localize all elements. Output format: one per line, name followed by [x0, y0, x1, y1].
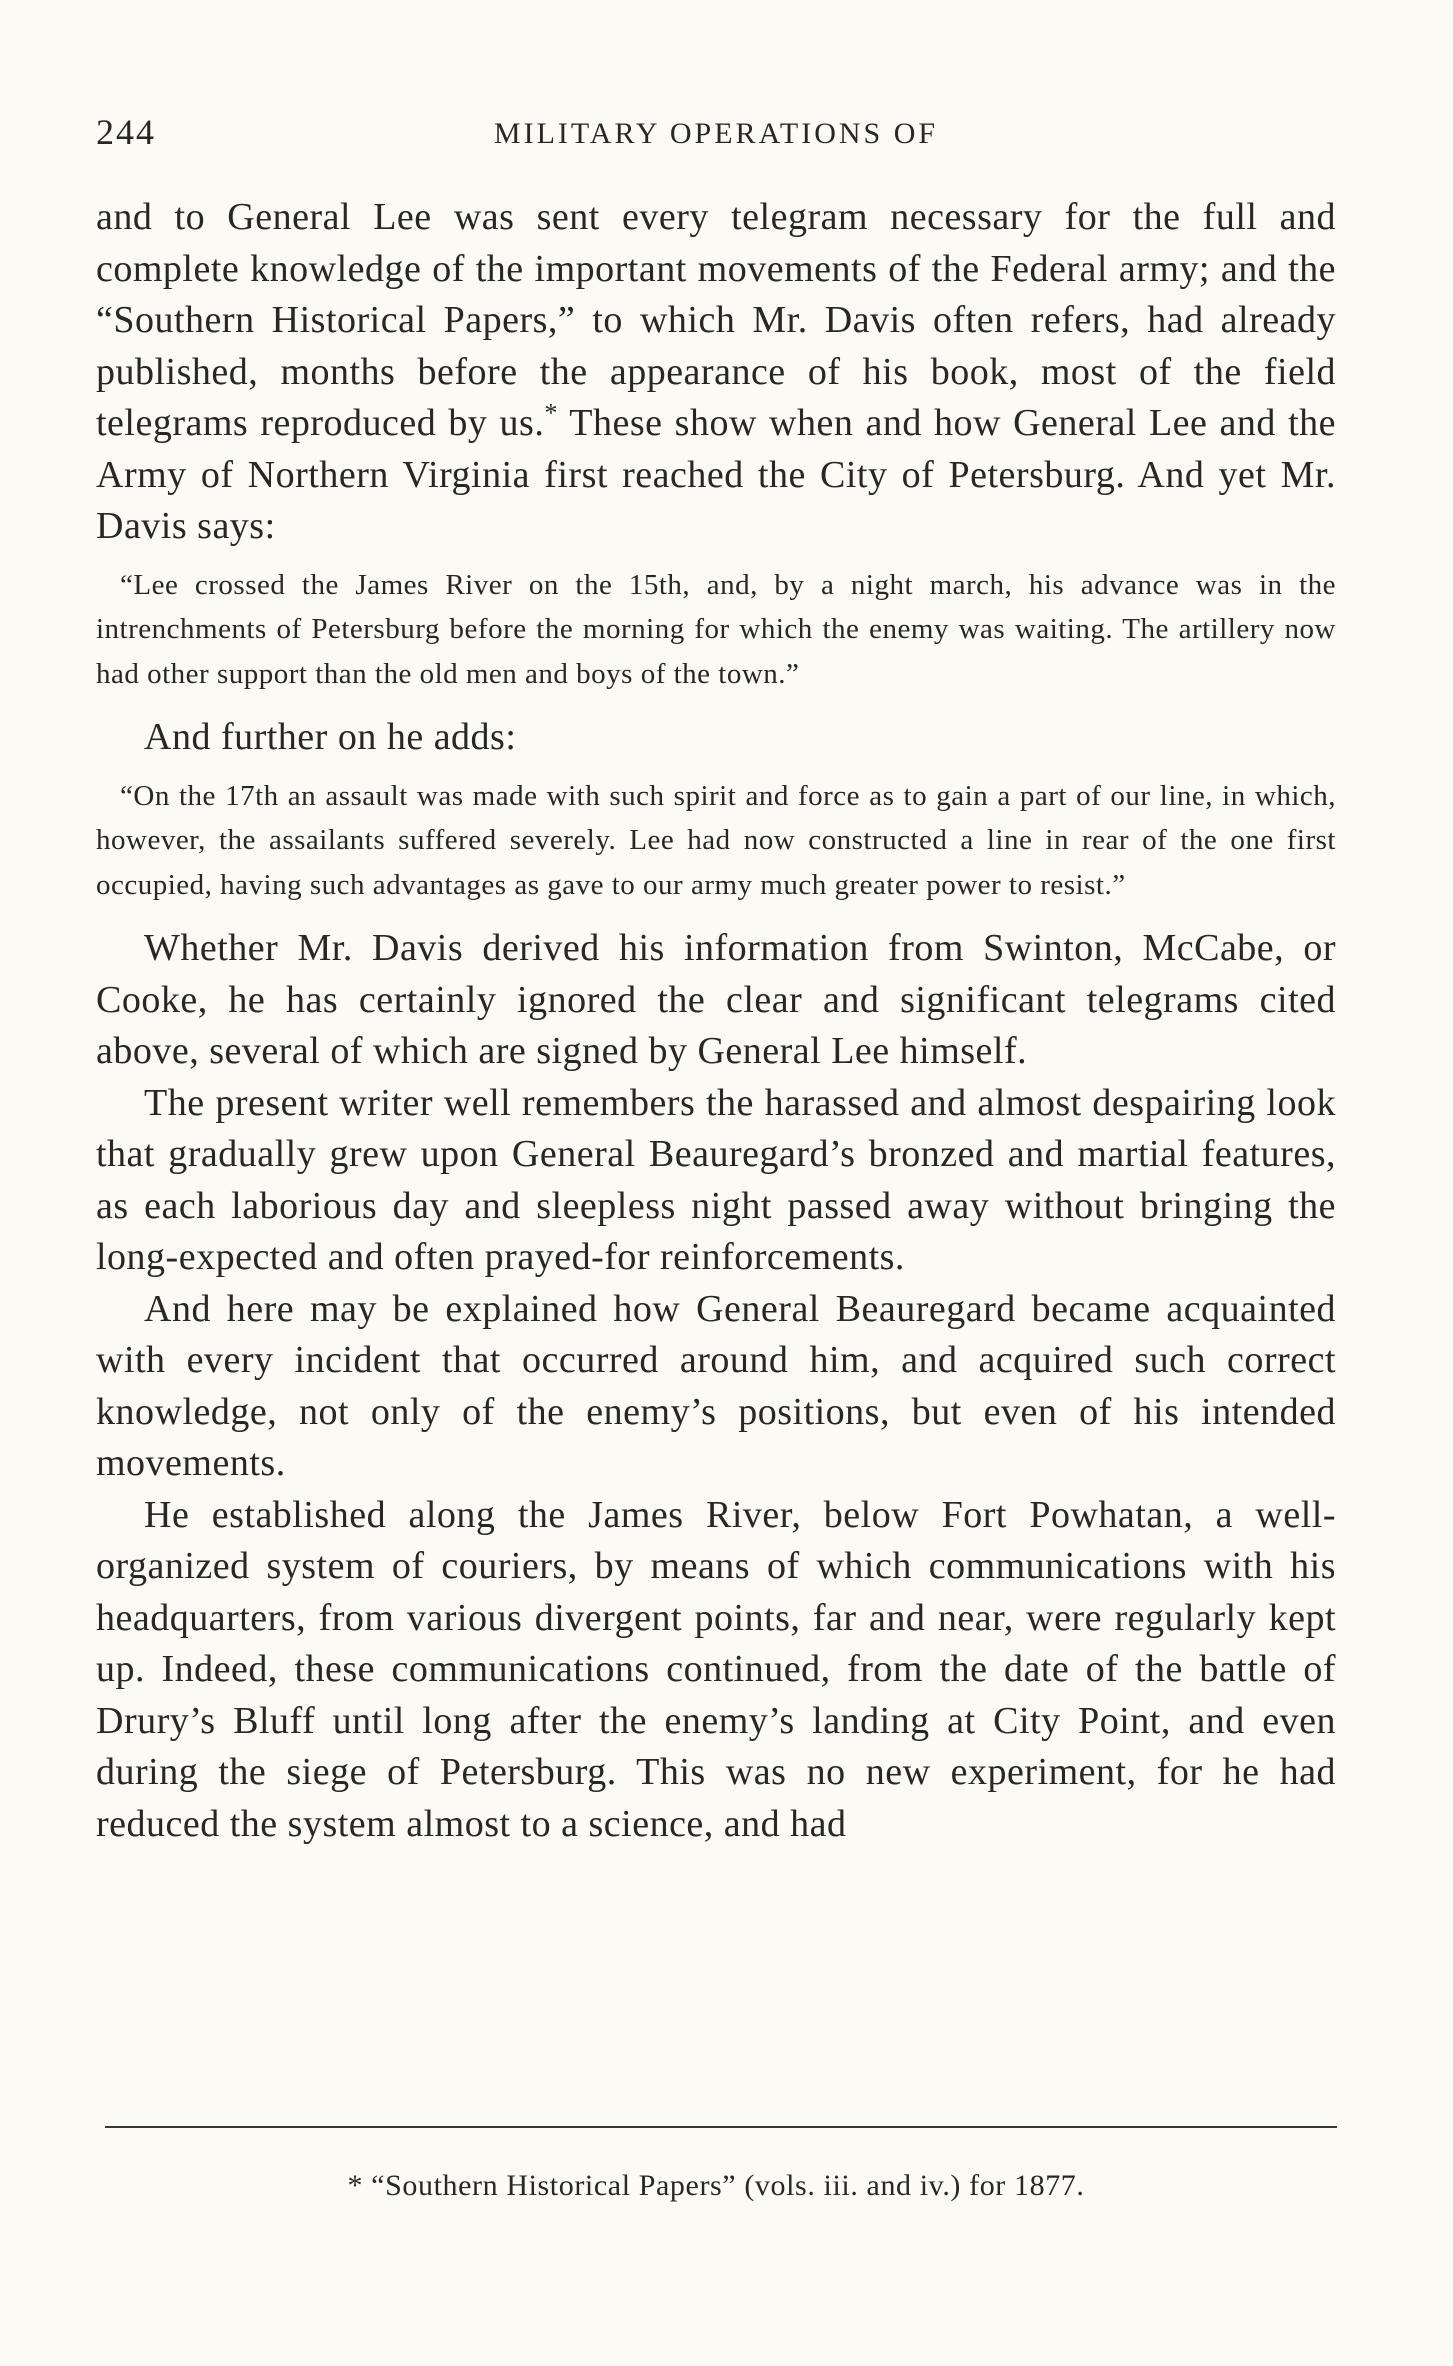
paragraph-6: He established along the James River, below Fort Powhatan, a well-organized system of couriers, by means of which communications with his headquarters, from various divergent points, far and near, were regularly kept up. Indeed, these communications continued, from the date of the battle of Drury’s Bluff until long after the enemy’s landing at City Point, and even during the siege of Petersburg. This was no new experiment, for he had reduced the system almost to a science, and had — [96, 1493, 1336, 1845]
block-quote-2: “On the 17th an assault was made with such spirit and force as to gain a part of our line, in which, however, the assailants suffered severely. Lee had now constructed a line in rear of the one first occupied, having such advantages as gave to our army much greater power to resist.” — [96, 779, 1336, 901]
paragraph-5: And here may be explained how General Beauregard became acquainted with every incident that occurred around him, and acquired such correct knowledge, not only of the enemy’s positions, but even of his intended movements. — [96, 1287, 1336, 1484]
paragraph-2: And further on he adds: — [144, 716, 517, 758]
footnote-reference: * — [544, 398, 558, 428]
body-text — [96, 192, 1336, 1850]
paragraph-1 — [96, 192, 1336, 553]
paragraph-4: The present writer well remembers the harassed and almost despairing look that gradually grew upon General Beauregard’s bronzed and martial features, as each laborious day and sleepless night passed away without bringing the long-expected and often prayed-for reinforcements. — [96, 1081, 1336, 1278]
running-title: MILITARY OPERATIONS OF — [493, 117, 939, 150]
footnote: * “Southern Historical Papers” (vols. iii. and iv.) for 1877. — [347, 2169, 1085, 2202]
paragraph-3: Whether Mr. Davis derived his information from Swinton, McCabe, or Cooke, he has certainly ignored the clear and significant telegrams cited above, several of which are signed by General Lee himself. — [96, 927, 1336, 1072]
paragraph-1-text: and to General Lee was sent every telegram necessary for the full and complete knowledge of the important movements of the Federal army; and the “Southern Historical Papers,” to which Mr. Davis often refers, had already published, months before the appearance of his book, most of the field telegrams reproduced by us. — [96, 196, 1336, 444]
footnote-divider — [105, 2126, 1337, 2128]
block-quote-1: “Lee crossed the James River on the 15th, and, by a night march, his advance was in the intrenchments of Petersburg before the morning for which the enemy was waiting. The artillery now had other support than the old men and boys of the town.” — [96, 568, 1336, 690]
page-number: 244 — [96, 112, 156, 152]
paragraph-1-text-cont: These show when and how General Lee and the Army of Northern Virginia first reached the City of Petersburg. And yet Mr. Davis says: — [96, 402, 1336, 547]
page-header — [96, 112, 1336, 152]
